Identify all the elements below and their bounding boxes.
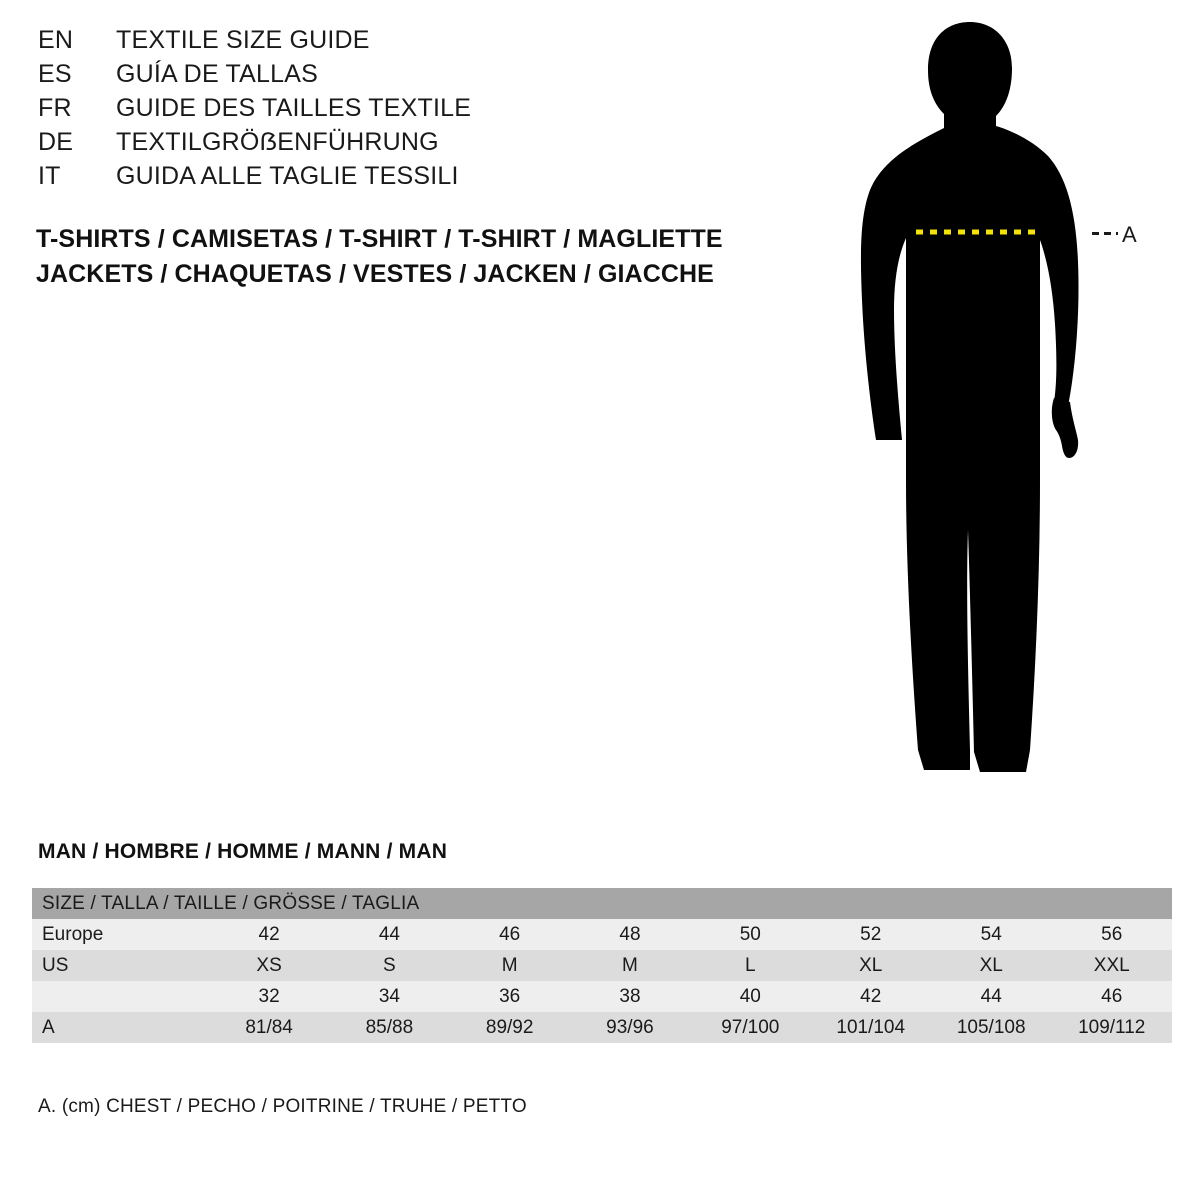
- language-title: TEXTILE SIZE GUIDE: [116, 26, 370, 54]
- table-cell: 42: [810, 981, 930, 1012]
- language-title: GUIDA ALLE TAGLIE TESSILI: [116, 162, 459, 190]
- row-label: US: [32, 950, 209, 981]
- category-tshirts: T-SHIRTS / CAMISETAS / T-SHIRT / T-SHIRT / MAGLIETTE: [36, 225, 723, 253]
- row-label: A: [32, 1012, 209, 1043]
- row-label: Europe: [32, 919, 209, 950]
- language-code: FR: [38, 94, 72, 122]
- measure-label-a: A: [1122, 222, 1137, 247]
- table-cell: 34: [329, 981, 449, 1012]
- table-cell: 56: [1051, 919, 1172, 950]
- table-cell: 101/104: [810, 1012, 930, 1043]
- table-cell: 36: [450, 981, 570, 1012]
- table-cell: 52: [810, 919, 930, 950]
- table-cell: 85/88: [329, 1012, 449, 1043]
- garment-categories: [36, 222, 796, 292]
- size-table: [32, 888, 1172, 1043]
- body-silhouette-figure: [820, 10, 1180, 800]
- table-cell: 32: [209, 981, 329, 1012]
- table-cell: 44: [931, 981, 1051, 1012]
- language-title: GUÍA DE TALLAS: [116, 60, 318, 88]
- language-title: GUIDE DES TAILLES TEXTILE: [116, 94, 472, 122]
- table-cell: M: [450, 950, 570, 981]
- table-row: [32, 981, 1172, 1012]
- language-code: ES: [38, 60, 72, 88]
- language-code: DE: [38, 128, 74, 156]
- table-cell: 50: [690, 919, 810, 950]
- language-row: [38, 94, 758, 128]
- table-cell: S: [329, 950, 449, 981]
- measure-leader-line: [1092, 232, 1118, 235]
- table-cell: 105/108: [931, 1012, 1051, 1043]
- table-cell: L: [690, 950, 810, 981]
- table-cell: 97/100: [690, 1012, 810, 1043]
- category-jackets: JACKETS / CHAQUETAS / VESTES / JACKEN / GIACCHE: [36, 260, 714, 288]
- language-title-block: [38, 26, 758, 196]
- table-row: [32, 919, 1172, 950]
- table-cell: 89/92: [450, 1012, 570, 1043]
- table-cell: 38: [570, 981, 690, 1012]
- table-cell: 109/112: [1051, 1012, 1172, 1043]
- language-title: TEXTILGRÖẞENFÜHRUNG: [116, 128, 439, 156]
- table-cell: XXL: [1051, 950, 1172, 981]
- table-cell: 48: [570, 919, 690, 950]
- language-row: [38, 128, 758, 162]
- table-group-title: MAN / HOMBRE / HOMME / MANN / MAN: [38, 840, 448, 863]
- row-label: [32, 981, 209, 1012]
- table-row: [32, 950, 1172, 981]
- silhouette-svg: [820, 10, 1180, 800]
- language-code: EN: [38, 26, 74, 54]
- table-cell: XL: [931, 950, 1051, 981]
- language-row: [38, 162, 758, 196]
- measurement-footnote: A. (cm) CHEST / PECHO / POITRINE / TRUHE / PETTO: [38, 1096, 527, 1117]
- language-row: [38, 60, 758, 94]
- table-cell: XL: [810, 950, 930, 981]
- table-cell: 46: [450, 919, 570, 950]
- language-code: IT: [38, 162, 61, 190]
- table-cell: 54: [931, 919, 1051, 950]
- table-cell: 44: [329, 919, 449, 950]
- table-cell: XS: [209, 950, 329, 981]
- table-cell: 40: [690, 981, 810, 1012]
- table-row: [32, 1012, 1172, 1043]
- table-cell: 46: [1051, 981, 1172, 1012]
- table-header-row: [32, 888, 1172, 919]
- table-cell: 93/96: [570, 1012, 690, 1043]
- table-cell: 81/84: [209, 1012, 329, 1043]
- language-row: [38, 26, 758, 60]
- table-cell: M: [570, 950, 690, 981]
- table-cell: 42: [209, 919, 329, 950]
- table-header-label: SIZE / TALLA / TAILLE / GRÖSSE / TAGLIA: [32, 888, 1172, 919]
